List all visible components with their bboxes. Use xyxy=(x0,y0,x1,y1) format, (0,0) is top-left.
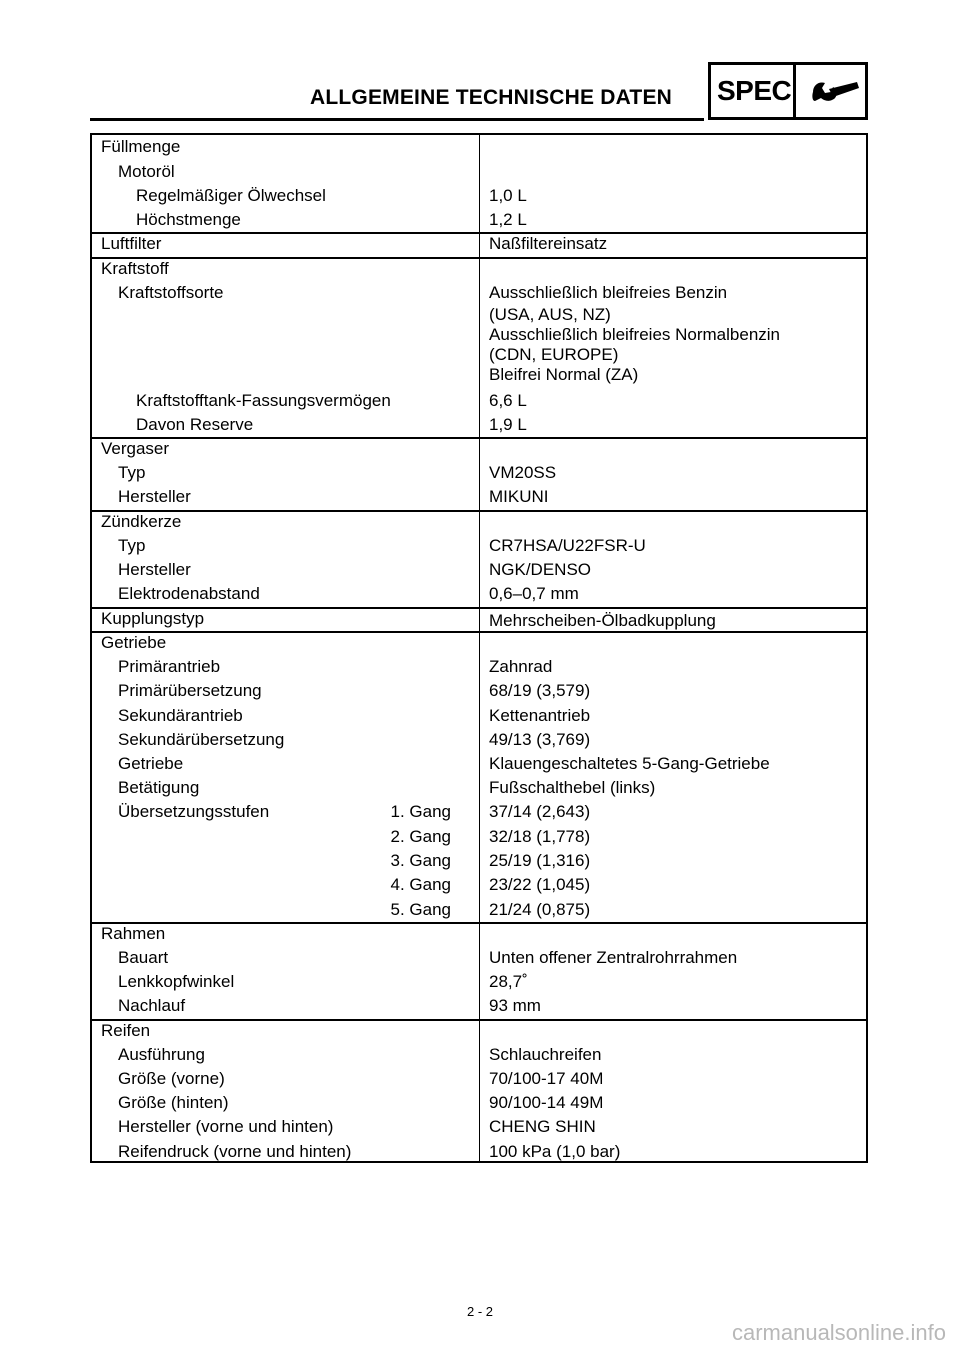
page-number: 2 - 2 xyxy=(466,1304,493,1319)
gear-stage-label: 4. Gang xyxy=(390,875,451,894)
spec-value: Ausschließlich bleifreies Benzin xyxy=(489,283,728,302)
spec-label: Getriebe xyxy=(118,754,184,773)
page-title: ALLGEMEINE TECHNISCHE DATEN xyxy=(310,86,673,109)
spec-value: Mehrscheiben-Ölbadkupplung xyxy=(489,611,716,630)
spec-value: Fußschalthebel (links) xyxy=(489,778,656,797)
spec-value: 1,9 L xyxy=(489,415,527,434)
spec-value: 25/19 (1,316) xyxy=(489,851,591,870)
spec-value: 90/100-14 49M xyxy=(489,1093,604,1112)
spec-value: Unten offener Zentralrohrrahmen xyxy=(489,948,738,967)
spec-value: 93 mm xyxy=(489,996,541,1015)
spec-label: Motoröl xyxy=(118,162,175,181)
section-divider xyxy=(92,232,866,234)
spec-label: Regelmäßiger Ölwechsel xyxy=(136,186,326,205)
spec-label: Lenkkopfwinkel xyxy=(118,972,235,991)
spec-value: (CDN, EUROPE) xyxy=(489,345,619,364)
column-separator xyxy=(479,135,480,1161)
section-divider xyxy=(92,437,866,439)
spec-value: 0,6–0,7 mm xyxy=(489,584,579,603)
section-divider xyxy=(92,631,866,633)
spec-label: Primärübersetzung xyxy=(118,681,262,700)
spec-value: 28,7˚ xyxy=(489,972,528,991)
header-rule xyxy=(90,118,704,121)
spec-label: Reifendruck (vorne und hinten) xyxy=(118,1142,352,1161)
spec-label: Typ xyxy=(118,463,146,482)
spec-label: Größe (hinten) xyxy=(118,1093,229,1112)
spec-value: Klauengeschaltetes 5-Gang-Getriebe xyxy=(489,754,770,773)
spec-value: Ausschließlich bleifreies Normalbenzin xyxy=(489,325,781,344)
spec-label: Ausführung xyxy=(118,1045,205,1064)
section-divider xyxy=(92,510,866,512)
section-divider xyxy=(92,1019,866,1021)
section-divider xyxy=(92,607,866,609)
spec-label: Kraftstoffsorte xyxy=(118,283,224,302)
spec-label: Reifen xyxy=(101,1021,151,1040)
spec-label: Rahmen xyxy=(101,924,166,943)
spec-label: Sekundärantrieb xyxy=(118,706,243,725)
spec-label: Höchstmenge xyxy=(136,210,241,229)
spec-label: Bauart xyxy=(118,948,169,967)
spec-label: Hersteller xyxy=(118,487,191,506)
spec-badge xyxy=(708,62,868,120)
spec-value: CHENG SHIN xyxy=(489,1117,596,1136)
spec-label: Kraftstoff xyxy=(101,259,169,278)
spec-value: Kettenantrieb xyxy=(489,706,591,725)
spec-label: Kupplungstyp xyxy=(101,609,205,628)
spec-label: Elektrodenabstand xyxy=(118,584,260,603)
spec-value: (USA, AUS, NZ) xyxy=(489,305,611,324)
gear-stage-label: 5. Gang xyxy=(390,900,451,919)
spec-value: 49/13 (3,769) xyxy=(489,730,591,749)
spec-label: Hersteller xyxy=(118,560,191,579)
spec-label: Betätigung xyxy=(118,778,200,797)
spec-value: 1,2 L xyxy=(489,210,527,229)
gear-stage-label: 3. Gang xyxy=(390,851,451,870)
spec-badge-divider xyxy=(793,65,796,117)
spec-value: NGK/DENSO xyxy=(489,560,592,579)
spec-value: 37/14 (2,643) xyxy=(489,802,591,821)
section-divider xyxy=(92,922,866,924)
spec-value: 21/24 (0,875) xyxy=(489,900,591,919)
spec-label: Typ xyxy=(118,536,146,555)
spec-label: Sekundärübersetzung xyxy=(118,730,285,749)
spec-label: Größe (vorne) xyxy=(118,1069,225,1088)
spec-label: Luftfilter xyxy=(101,234,162,253)
spec-value: 32/18 (1,778) xyxy=(489,827,591,846)
spec-label: Hersteller (vorne und hinten) xyxy=(118,1117,334,1136)
spec-value: 6,6 L xyxy=(489,391,527,410)
gear-stage-label: 2. Gang xyxy=(390,827,451,846)
spec-value: CR7HSA/U22FSR-U xyxy=(489,536,646,555)
spec-value: 68/19 (3,579) xyxy=(489,681,591,700)
spec-value: Bleifrei Normal (ZA) xyxy=(489,365,639,384)
spec-value: Zahnrad xyxy=(489,657,553,676)
spec-value: Naßfiltereinsatz xyxy=(489,234,608,253)
spec-label: Übersetzungsstufen xyxy=(118,802,270,821)
spec-label: SPEC xyxy=(717,75,792,106)
gear-stage-label: 1. Gang xyxy=(390,802,451,821)
section-divider xyxy=(92,257,866,259)
spec-value: 23/22 (1,045) xyxy=(489,875,591,894)
spec-label: Vergaser xyxy=(101,439,170,458)
spec-label: Davon Reserve xyxy=(136,415,254,434)
spec-value: 70/100-17 40M xyxy=(489,1069,604,1088)
spec-label: Kraftstofftank-Fassungsvermögen xyxy=(136,391,391,410)
spec-value: MIKUNI xyxy=(489,487,549,506)
spec-table xyxy=(90,133,868,1163)
spec-value: 1,0 L xyxy=(489,186,527,205)
spec-label: Primärantrieb xyxy=(118,657,221,676)
spec-label: Zündkerze xyxy=(101,512,182,531)
wrench-icon xyxy=(807,77,863,107)
watermark: carmanualsonline.info xyxy=(731,1320,946,1345)
spec-label: Getriebe xyxy=(101,633,167,652)
spec-value: 100 kPa (1,0 bar) xyxy=(489,1142,621,1161)
spec-value: Schlauchreifen xyxy=(489,1045,602,1064)
spec-label: Füllmenge xyxy=(101,137,181,156)
spec-label: Nachlauf xyxy=(118,996,186,1015)
spec-value: VM20SS xyxy=(489,463,557,482)
